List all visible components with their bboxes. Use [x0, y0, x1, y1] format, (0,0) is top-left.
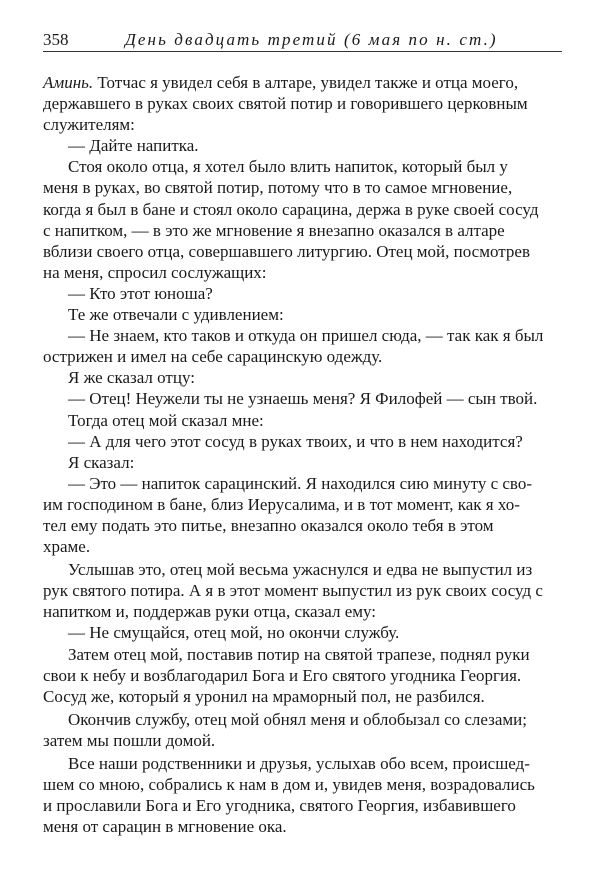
line-text: Окончив службу, отец мой обнял меня и облобызал со слезами; [68, 709, 527, 729]
line-text: с напитком, — в это же мгновение я внезапно оказался в алтаре [43, 220, 505, 240]
text-line [43, 686, 562, 707]
text-line [43, 325, 562, 346]
line-text: свои к небу и возблагодарил Бога и Его святого угодника Георгия. [43, 665, 522, 685]
text-line [43, 114, 562, 135]
line-text: Услышав это, отец мой весьма ужаснулся и едва не выпустил из [68, 560, 533, 580]
text-line [43, 388, 562, 409]
line-text: когда я был в бане и стоял около сарацина, держа в руке своей сосуд [43, 199, 539, 219]
line-text: — Дайте напитка. [68, 136, 199, 156]
text-line [43, 665, 562, 686]
text-line [43, 410, 562, 431]
line-text: напитком и, поддержав руки отца, сказал ему: [43, 602, 377, 622]
line-text: — Не смущайся, отец мой, но окончи службу. [68, 623, 400, 643]
line-text: — Не знаем, кто таков и откуда он пришел сюда, — так как я был [68, 326, 544, 346]
line-text: меня от сарацин в мгновение ока. [43, 817, 287, 837]
line-text: меня в руках, во святой потир, потому что в то самое мгновение, [43, 178, 513, 198]
running-header [43, 30, 562, 50]
line-text: затем мы пошли домой. [43, 730, 216, 750]
line-text: шем со мною, собрались к нам в дом и, увидев меня, возрадовались [43, 775, 535, 795]
text-line [43, 346, 562, 367]
text-line [43, 515, 562, 536]
line-text: Я же сказал отцу: [68, 368, 195, 388]
line-text: острижен и имел на себе сарацинскую одежду. [43, 347, 383, 367]
line-text: рук святого потира. А я в этот момент выпустил из рук своих сосуд с [43, 581, 543, 601]
text-line [43, 283, 562, 304]
text-line [43, 177, 562, 198]
line-text: Те же отвечали с удивлением: [68, 305, 284, 325]
page-body [43, 72, 562, 837]
text-line [43, 241, 562, 262]
text-line [43, 753, 562, 774]
page-number: 358 [43, 30, 69, 49]
text-line [43, 156, 562, 177]
text-line [43, 601, 562, 622]
text-line [43, 199, 562, 220]
text-line [43, 795, 562, 816]
text-line [43, 304, 562, 325]
line-text: Затем отец мой, поставив потир на святой трапезе, поднял руки [68, 644, 530, 664]
header-rule [43, 51, 562, 52]
line-text: и прославили Бога и Его угодника, святого Георгия, избавившего [43, 796, 516, 816]
line-text: на меня, спросил сослужащих: [43, 262, 267, 282]
line-text: — Это — напиток сарацинский. Я находился сию минуту с сво- [68, 473, 532, 493]
text-line [43, 622, 562, 643]
text-line [43, 220, 562, 241]
line-text: державшего в руках своих святой потир и говорившего церковным [43, 94, 528, 114]
italic-lead-word: Аминь. [43, 73, 94, 92]
text-line [43, 473, 562, 494]
text-line [43, 494, 562, 515]
line-text: — А для чего этот сосуд в руках твоих, и что в нем находится? [68, 431, 523, 451]
text-line [43, 431, 562, 452]
line-text: Все наши родственники и друзья, услыхав обо всем, происшед- [68, 754, 530, 773]
text-line [43, 774, 562, 795]
text-line [43, 72, 562, 93]
line-text: вблизи своего отца, совершавшего литургию. Отец мой, посмотрев [43, 241, 530, 261]
line-text: им господином в бане, близ Иерусалима, и в тот момент, как я хо- [43, 494, 520, 514]
text-line [43, 730, 562, 751]
text-line [43, 816, 562, 837]
text-line [43, 452, 562, 473]
text-line [43, 536, 562, 557]
line-text: тел ему подать это питье, внезапно оказался около тебя в этом [43, 515, 494, 535]
running-title: День двадцать третий (6 мая по н. ст.) [125, 30, 498, 49]
line-text: — Отец! Неужели ты не узнаешь меня? Я Филофей — сын твой. [68, 389, 538, 409]
line-text: Тотчас я увидел себя в алтаре, увидел также и отца моего, [93, 73, 519, 92]
line-text: Тогда отец мой сказал мне: [68, 410, 264, 430]
line-text: Стоя около отца, я хотел было влить напиток, который был у [68, 157, 508, 177]
text-line [43, 709, 562, 730]
text-line [43, 262, 562, 283]
text-line [43, 135, 562, 156]
text-line [43, 559, 562, 580]
line-text: — Кто этот юноша? [68, 283, 213, 303]
line-text: Я сказал: [68, 452, 135, 472]
line-text: храме. [43, 537, 91, 557]
text-line [43, 580, 562, 601]
text-line [43, 93, 562, 114]
text-line [43, 367, 562, 388]
line-text: служителям: [43, 115, 135, 135]
text-line [43, 644, 562, 665]
line-text: Сосуд же, который я уронил на мраморный пол, не разбился. [43, 686, 485, 706]
